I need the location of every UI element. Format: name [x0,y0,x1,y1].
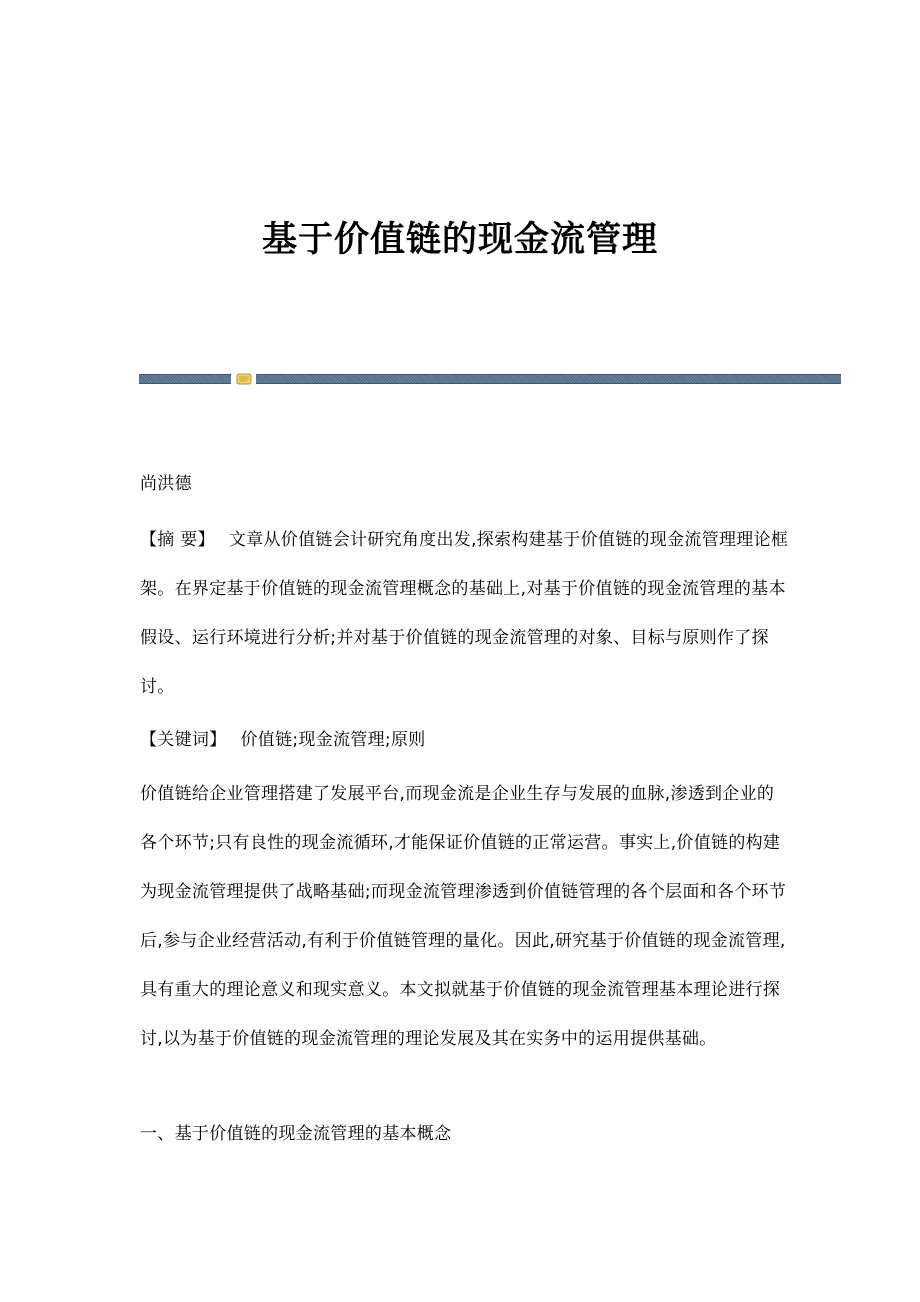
abstract-paragraph [140,516,790,712]
keywords-text: 价值链;现金流管理;原则 [240,730,426,750]
keywords-label: 【关键词】 [140,730,227,750]
scroll-ornament-icon [236,373,252,385]
abstract-label: 【摘 要】 [140,530,215,550]
title-divider-right [256,374,841,384]
document-title: 基于价值链的现金流管理 [261,219,658,260]
title-divider-left [139,374,231,384]
section-heading: 一、基于价值链的现金流管理的基本概念 [140,1124,452,1144]
abstract-text: 文章从价值链会计研究角度出发,探索构建基于价值链的现金流管理理论框架。在界定基于价值链的现金流管理概念的基础上,对基于价值链的现金流管理的基本假设、运行环境进行分析;并对基于价值链的现金流管理的对象、目标与原则作了探讨。 [140,530,789,697]
intro-paragraph: 价值链给企业管理搭建了发展平台,而现金流是企业生存与发展的血脉,渗透到企业的各个环节;只有良性的现金流循环,才能保证价值链的正常运营。事实上,价值链的构建为现金流管理提供了战略基础;而现金流管理渗透到价值链管理的各个层面和各个环节后,参与企业经营活动,有利于价值链管理的量化。因此,研究基于价值链的现金流管理,具有重大的理论意义和现实意义。本文拟就基于价值链的现金流管理基本理论进行探讨,以为基于价值链的现金流管理的理论发展及其在实务中的运用提供基础。 [140,784,787,1049]
keywords-line [140,724,790,756]
author-name: 尚洪德 [140,474,192,494]
